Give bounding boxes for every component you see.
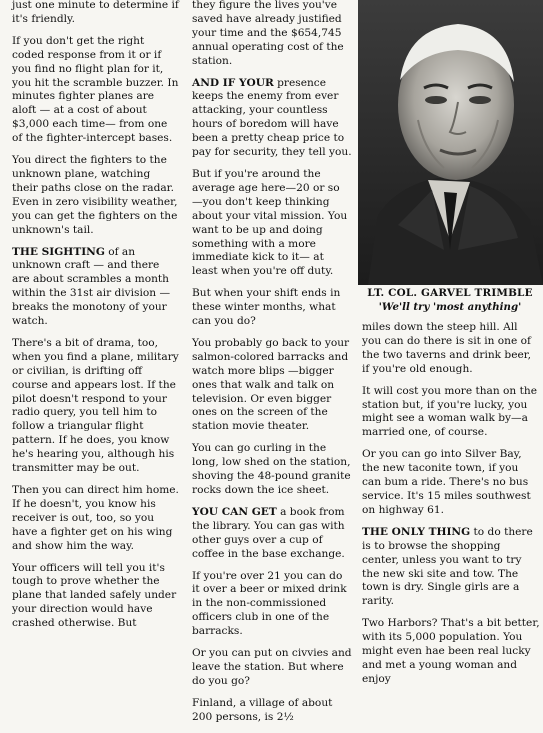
paragraph [192, 442, 352, 498]
paragraph-text: If you don't get the right coded response from it or if you find no flight plan for it, you hit the scramble buzzer. In minutes fighter planes are aloft — at a cost of about $3,000 each time— from one of the fighter-intercept bases. [12, 34, 179, 145]
article-column-2 [192, 0, 352, 733]
caption-name: LT. COL. GARVEL TRIMBLE [367, 287, 533, 299]
paragraph [362, 448, 540, 518]
paragraph-lead: YOU CAN GET [192, 505, 277, 518]
paragraph-text: just one minute to determine if it's friendly. [12, 0, 179, 25]
paragraph [12, 562, 179, 632]
article-column-1 [12, 0, 179, 639]
paragraph [362, 526, 540, 609]
paragraph-text: Then you can direct him home. If he doesn't, you know his receiver is out, too, so you have a fighter get on his wing and show him the way. [12, 484, 179, 552]
paragraph-text: Finland, a village of about 200 persons, is 2½ [192, 696, 333, 723]
paragraph [362, 617, 540, 687]
paragraph-text: But if you're around the average age here—20 or so —you don't keep thinking about your vital mission. You want to be up and doing something with a more immediate kick to it— at least when you're off duty. [192, 167, 348, 278]
paragraph [12, 246, 179, 329]
caption-quote: 'We'll try 'most anything' [378, 301, 522, 313]
paragraph [192, 697, 352, 725]
paragraph-text: presence keeps the enemy from ever attacking, your countless hours of boredom will have been a pretty cheap price to pay for security, they tell you. [192, 76, 352, 159]
paragraph-text: Your officers will tell you it's tough to prove whether the plane that landed safely under your direction would have crashed otherwise. But [12, 561, 177, 630]
paragraph-text: It will cost you more than on the station but, if you're lucky, you might see a woman walk by—a married one, of course. [362, 384, 537, 439]
paragraph [12, 0, 179, 27]
paragraph [192, 337, 352, 434]
paragraph [362, 385, 540, 441]
photo-caption [360, 287, 540, 313]
paragraph-text: Or you can go into Silver Bay, the new taconite town, if you can bum a ride. There's no bus service. It's 15 miles southwest on highway 61. [362, 448, 531, 516]
paragraph [192, 647, 352, 689]
paragraph [12, 337, 179, 476]
paragraph-text: If you're over 21 you can do it over a beer or mixed drink in the non-commissioned officers club in one of the barracks. [192, 569, 347, 638]
paragraph-lead: THE ONLY THING [362, 525, 471, 538]
paragraph-text: Or you can put on civvies and leave the station. But where do you go? [192, 647, 352, 687]
paragraph [192, 168, 352, 279]
paragraph [192, 77, 352, 160]
paragraph-text: You probably go back to your salmon-colored barracks and watch more blips —bigger ones that walk and talk on television. Or even bigger ones on the screen of the station movie theater. [192, 336, 350, 433]
paragraph-lead: AND IF YOUR [192, 76, 274, 89]
paragraph [12, 154, 179, 237]
paragraph [192, 0, 352, 69]
paragraph-text: of an unknown craft — and there are about scrambles a month within the 31st air division — breaks the monotony of your watch. [12, 245, 171, 328]
paragraph [12, 35, 179, 146]
paragraph-text: they figure the lives you've saved have already justified your time and the $654,745 annual operating cost of the station. [192, 0, 344, 67]
paragraph-text: to do there is to browse the shopping center, unless you want to try the new ski site and tow. The town is dry. Single girls are a rarity. [362, 525, 533, 608]
paragraph-text: a book from the library. You can gas with other guys over a cup of coffee in the base exchange. [192, 505, 345, 560]
article-column-3 [362, 321, 540, 695]
paragraph-text: Two Harbors? That's a bit better, with its 5,000 population. You might even hae been real lucky and met a young woman and enjoy [362, 617, 540, 685]
paragraph [12, 484, 179, 554]
paragraph-text: But when your shift ends in these winter months, what can you do? [192, 287, 341, 328]
portrait-photo [358, 0, 543, 285]
paragraph-text: You can go curling in the long, low shed on the station, shoving the 48-pound granite rocks down the ice sheet. [192, 442, 351, 496]
paragraph-lead: THE SIGHTING [12, 245, 105, 258]
paragraph-text: You direct the fighters to the unknown plane, watching their paths close on the radar. Even in zero visibility weather, you can get the fighters on the unknown's tail. [12, 154, 178, 236]
paragraph [192, 287, 352, 329]
paragraph [362, 321, 540, 377]
portrait-illustration [358, 0, 543, 285]
paragraph [192, 506, 352, 562]
paragraph-text: There's a bit of drama, too, when you find a plane, military or civilian, is drifting off course and appears lost. If the pilot doesn't respond to your radio query, you tell him to follow a triangular flight pattern. If he does, you know he's hearing you, although his transmitter may be out. [12, 336, 179, 475]
paragraph [192, 570, 352, 640]
paragraph-text: miles down the steep hill. All you can do there is sit in one of the two taverns and drink beer, if you're old enough. [362, 321, 532, 375]
